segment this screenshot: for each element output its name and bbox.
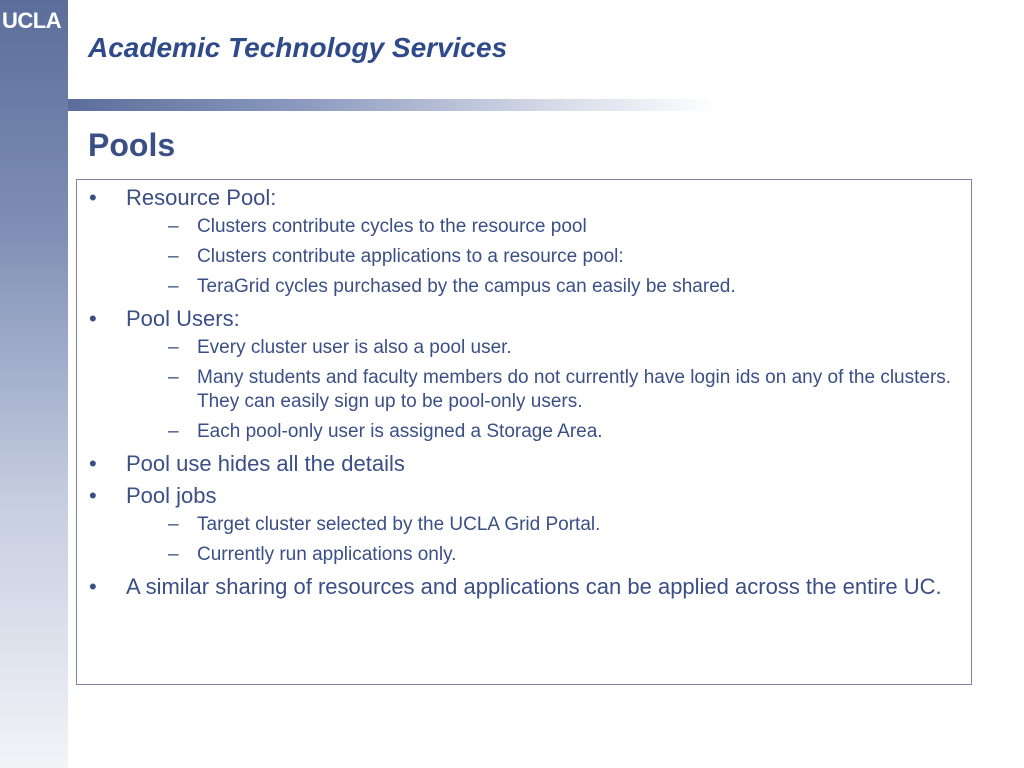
content-box (76, 179, 972, 685)
bullet-item (77, 482, 957, 567)
bullet-icon: • (89, 185, 97, 210)
sub-bullet-item (126, 336, 957, 360)
sub-bullet-item (126, 215, 957, 239)
bullet-icon: • (89, 483, 97, 508)
sub-bullet-text: Target cluster selected by the UCLA Grid Portal. (197, 514, 601, 535)
org-title: Academic Technology Services (88, 32, 508, 63)
sub-bullet-list (126, 336, 957, 444)
dash-icon: – (168, 421, 179, 442)
slide-title: Pools (88, 127, 176, 163)
sub-bullet-item (126, 420, 957, 444)
sub-bullet-list (126, 513, 957, 567)
dash-icon: – (168, 514, 179, 535)
sub-bullet-text: Each pool-only user is assigned a Storage Area. (197, 421, 603, 442)
dash-icon: – (168, 544, 179, 565)
dash-icon: – (168, 337, 179, 358)
bullet-item (77, 573, 957, 600)
bullet-text: Pool jobs (126, 483, 217, 508)
dash-icon: – (168, 276, 179, 297)
sub-bullet-text: TeraGrid cycles purchased by the campus can easily be shared. (197, 276, 736, 297)
bullet-text: Pool use hides all the details (126, 451, 405, 476)
header-divider (68, 99, 718, 111)
bullet-icon: • (89, 574, 97, 599)
bullet-item (77, 184, 957, 299)
dash-icon: – (168, 216, 179, 237)
bullet-item (77, 450, 957, 477)
dash-icon: – (168, 246, 179, 267)
sub-bullet-text: Clusters contribute applications to a resource pool: (197, 246, 624, 267)
sub-bullet-item (126, 513, 957, 537)
bullet-icon: • (89, 451, 97, 476)
sub-bullet-list (126, 215, 957, 299)
sub-bullet-item (126, 245, 957, 269)
bullet-text: Resource Pool: (126, 185, 277, 210)
ucla-logo: UCLA (2, 8, 62, 33)
sub-bullet-item (126, 543, 957, 567)
bullet-icon: • (89, 306, 97, 331)
sub-bullet-text: Currently run applications only. (197, 544, 457, 565)
bullet-text: A similar sharing of resources and applications can be applied across the entire UC. (126, 574, 942, 599)
bullet-text: Pool Users: (126, 306, 240, 331)
sub-bullet-text: Every cluster user is also a pool user. (197, 337, 512, 358)
sidebar-band (0, 0, 68, 768)
dash-icon: – (168, 367, 179, 388)
sub-bullet-item (126, 275, 957, 299)
bullet-item (77, 305, 957, 444)
sub-bullet-text: Clusters contribute cycles to the resource pool (197, 216, 587, 237)
bullet-list (77, 184, 957, 605)
sub-bullet-text: Many students and faculty members do not currently have login ids on any of the clusters. They can easily sign up to be pool-only users. (197, 367, 952, 412)
sub-bullet-item (126, 366, 957, 414)
